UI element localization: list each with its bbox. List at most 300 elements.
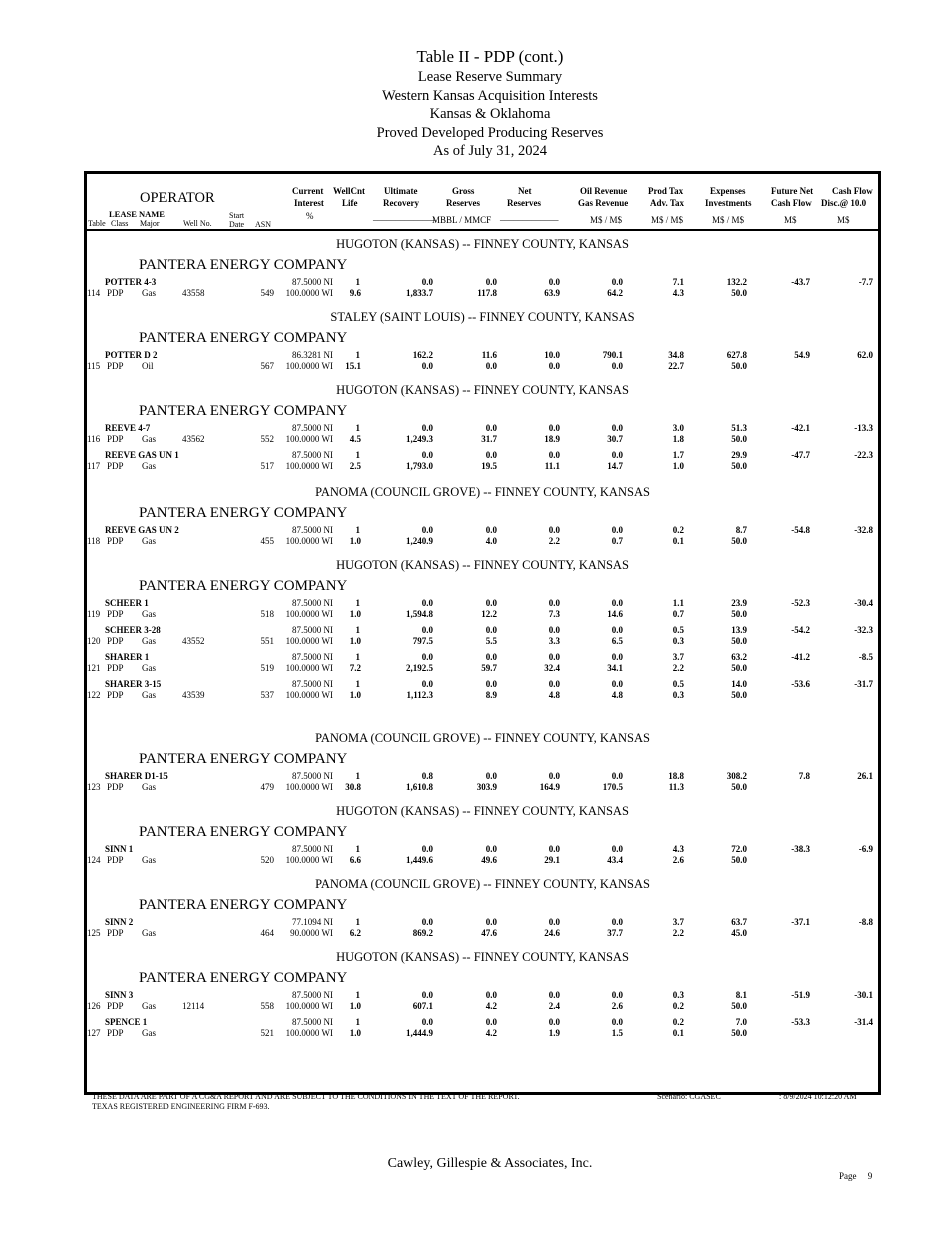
cell-disc: 62.0 xyxy=(857,350,873,360)
cell-major: Gas xyxy=(142,855,156,865)
cell-gr2: 4.2 xyxy=(485,1028,497,1038)
cell-wi: 100.0000 WI xyxy=(285,434,333,444)
cell-gr1: 0.0 xyxy=(485,1017,497,1027)
cell-table: 125 xyxy=(87,928,101,938)
cell-ult1: 0.0 xyxy=(421,423,433,433)
cell-wi: 100.0000 WI xyxy=(285,782,333,792)
cell-gr1: 0.0 xyxy=(485,679,497,689)
cell-asn: 551 xyxy=(260,636,274,646)
cell-net1: 0.0 xyxy=(548,450,560,460)
cell-net1: 0.0 xyxy=(548,525,560,535)
cell-life: 2.5 xyxy=(349,461,361,471)
cell-class: PDP xyxy=(107,361,124,371)
cell-class: PDP xyxy=(107,636,124,646)
cell-rev1: 0.0 xyxy=(611,525,623,535)
table-row xyxy=(87,350,878,374)
cell-disc: -32.8 xyxy=(854,525,873,535)
operator-company: PANTERA ENERGY COMPANY xyxy=(139,897,348,913)
cell-ni: 87.5000 NI xyxy=(292,423,333,433)
cell-name: SINN 1 xyxy=(105,844,134,854)
header-units: MBBL / MMCF xyxy=(432,215,492,225)
cell-exp1: 7.0 xyxy=(735,1017,747,1027)
cell-tax2: 0.2 xyxy=(672,1001,684,1011)
cell-net2: 3.3 xyxy=(548,636,560,646)
footer-timestamp: : 8/9/2024 10:12:20 AM xyxy=(779,1092,857,1101)
cell-rev1: 0.0 xyxy=(611,598,623,608)
cell-cnt: 1 xyxy=(355,1017,360,1027)
header-disc: Disc.@ 10.0 xyxy=(821,198,867,208)
table-row xyxy=(87,277,878,301)
cell-exp1: 14.0 xyxy=(731,679,747,689)
cell-tax1: 1.7 xyxy=(672,450,684,460)
cell-major: Gas xyxy=(142,536,156,546)
cell-exp1: 13.9 xyxy=(731,625,747,635)
cell-life: 1.0 xyxy=(349,636,361,646)
cell-exp2: 50.0 xyxy=(731,536,747,546)
cell-cnt: 1 xyxy=(355,277,360,287)
cell-gr2: 4.2 xyxy=(485,1001,497,1011)
cell-ult2: 1,444.9 xyxy=(406,1028,433,1038)
header-cash-flow: Cash Flow xyxy=(771,198,812,208)
cell-net2: 11.1 xyxy=(544,461,560,471)
cell-class: PDP xyxy=(107,663,124,673)
cell-cnt: 1 xyxy=(355,525,360,535)
cell-wi: 100.0000 WI xyxy=(285,1028,333,1038)
operator-company: PANTERA ENERGY COMPANY xyxy=(139,970,348,986)
cell-gr1: 0.0 xyxy=(485,423,497,433)
cell-net1: 0.0 xyxy=(548,917,560,927)
cell-name: REEVE GAS UN 1 xyxy=(105,450,179,460)
cell-wi: 100.0000 WI xyxy=(285,461,333,471)
header-date: Date xyxy=(229,220,245,229)
header-life: Life xyxy=(342,198,358,208)
cell-life: 1.0 xyxy=(349,536,361,546)
cell-ult1: 0.0 xyxy=(421,450,433,460)
cell-wi: 100.0000 WI xyxy=(285,609,333,619)
field-heading: PANOMA (COUNCIL GROVE) -- FINNEY COUNTY, KANSAS xyxy=(315,485,650,499)
cell-exp2: 50.0 xyxy=(731,690,747,700)
cell-net2: 24.6 xyxy=(544,928,560,938)
cell-tax2: 11.3 xyxy=(668,782,684,792)
cell-net1: 0.0 xyxy=(548,1017,560,1027)
cell-exp1: 308.2 xyxy=(726,771,747,781)
header-asn: ASN xyxy=(255,220,272,229)
header-units-line: ______________ xyxy=(373,212,436,222)
cell-gr1: 11.6 xyxy=(481,350,497,360)
cell-fnc: -52.3 xyxy=(791,598,810,608)
report-title: Table II - PDP (cont.) xyxy=(416,47,564,66)
cell-ni: 87.5000 NI xyxy=(292,652,333,662)
cell-gr2: 12.2 xyxy=(481,609,497,619)
header-lease-name: LEASE NAME xyxy=(109,209,165,219)
header-prod-tax: Prod Tax xyxy=(648,186,684,196)
cell-ult1: 0.0 xyxy=(421,917,433,927)
cell-exp2: 50.0 xyxy=(731,855,747,865)
header-ultimate: Ultimate xyxy=(384,186,418,196)
cell-table: 114 xyxy=(87,288,101,298)
cell-wi: 100.0000 WI xyxy=(285,288,333,298)
cell-ult2: 1,449.6 xyxy=(406,855,433,865)
cell-cnt: 1 xyxy=(355,625,360,635)
cell-wi: 100.0000 WI xyxy=(285,1001,333,1011)
field-heading: HUGOTON (KANSAS) -- FINNEY COUNTY, KANSAS xyxy=(336,950,629,964)
cell-fnc: -43.7 xyxy=(791,277,810,287)
cell-rev1: 0.0 xyxy=(611,277,623,287)
cell-tax2: 0.1 xyxy=(672,536,684,546)
cell-gr2: 303.9 xyxy=(476,782,497,792)
table-row xyxy=(87,771,878,795)
header-cash-flow-2: Cash Flow xyxy=(832,186,873,196)
header-interest: Interest xyxy=(294,198,324,208)
cell-rev2: 4.8 xyxy=(611,690,623,700)
footer-disclaimer xyxy=(92,1092,520,1112)
field-heading: HUGOTON (KANSAS) -- FINNEY COUNTY, KANSAS xyxy=(336,558,629,572)
cell-table: 120 xyxy=(87,636,101,646)
cell-exp1: 23.9 xyxy=(731,598,747,608)
cell-net2: 2.2 xyxy=(548,536,560,546)
cell-class: PDP xyxy=(107,434,124,444)
cell-class: PDP xyxy=(107,1028,124,1038)
cell-rev2: 2.6 xyxy=(611,1001,623,1011)
cell-exp1: 63.7 xyxy=(731,917,747,927)
cell-name: REEVE 4-7 xyxy=(105,423,151,433)
cell-exp2: 50.0 xyxy=(731,782,747,792)
cell-table: 119 xyxy=(87,609,101,619)
cell-class: PDP xyxy=(107,928,124,938)
cell-gr1: 0.0 xyxy=(485,990,497,1000)
cell-wellno: 43552 xyxy=(182,636,205,646)
cell-net1: 0.0 xyxy=(548,423,560,433)
footer-disclaimer-line2: TEXAS REGISTERED ENGINEERING FIRM F-693. xyxy=(92,1102,270,1111)
cell-net2: 0.0 xyxy=(548,361,560,371)
cell-class: PDP xyxy=(107,288,124,298)
cell-gr1: 0.0 xyxy=(485,277,497,287)
cell-wellno: 43562 xyxy=(182,434,205,444)
cell-exp2: 45.0 xyxy=(731,928,747,938)
cell-gr2: 31.7 xyxy=(481,434,497,444)
cell-tax1: 3.7 xyxy=(672,917,684,927)
cell-gr2: 5.5 xyxy=(485,636,497,646)
cell-disc: -8.8 xyxy=(858,917,873,927)
header-cash-flow-units: M$ xyxy=(784,215,797,225)
cell-major: Gas xyxy=(142,663,156,673)
cell-name: POTTER 4-3 xyxy=(105,277,157,287)
table-row xyxy=(87,652,878,676)
cell-wellno: 43558 xyxy=(182,288,205,298)
cell-class: PDP xyxy=(107,855,124,865)
header-adv-tax: Adv. Tax xyxy=(650,198,685,208)
header-start: Start xyxy=(229,211,245,220)
cell-cnt: 1 xyxy=(355,652,360,662)
cell-wellno: 12114 xyxy=(182,1001,205,1011)
cell-table: 122 xyxy=(87,690,101,700)
report-title-block xyxy=(0,46,935,161)
cell-net1: 0.0 xyxy=(548,990,560,1000)
table-row xyxy=(87,423,878,447)
cell-table: 124 xyxy=(87,855,101,865)
cell-tax1: 0.5 xyxy=(672,625,684,635)
table-row xyxy=(87,598,878,622)
cell-rev2: 170.5 xyxy=(602,782,623,792)
cell-life: 7.2 xyxy=(349,663,361,673)
header-gas-revenue: Gas Revenue xyxy=(578,198,629,208)
cell-ni: 87.5000 NI xyxy=(292,679,333,689)
cell-ult2: 1,240.9 xyxy=(406,536,433,546)
cell-major: Gas xyxy=(142,1001,156,1011)
cell-ult2: 869.2 xyxy=(412,928,433,938)
operator-company: PANTERA ENERGY COMPANY xyxy=(139,505,348,521)
field-heading: STALEY (SAINT LOUIS) -- FINNEY COUNTY, KANSAS xyxy=(330,310,635,324)
cell-life: 9.6 xyxy=(349,288,361,298)
operator-company: PANTERA ENERGY COMPANY xyxy=(139,257,348,273)
table-header xyxy=(87,174,878,231)
cell-rev2: 14.6 xyxy=(607,609,623,619)
cell-wellno: 43539 xyxy=(182,690,205,700)
cell-wi: 100.0000 WI xyxy=(285,536,333,546)
cell-name: SCHEER 3-28 xyxy=(105,625,161,635)
cell-life: 6.2 xyxy=(349,928,361,938)
footer-disclaimer-line1: THESE DATA ARE PART OF A CG&A REPORT AND ARE SUBJECT TO THE CONDITIONS IN THE TEXT OF THE REPORT. xyxy=(92,1092,520,1101)
cell-rev2: 30.7 xyxy=(607,434,623,444)
header-class: Class xyxy=(111,219,129,228)
header-disc-units: M$ xyxy=(837,215,850,225)
cell-disc: -32.3 xyxy=(854,625,873,635)
cell-ni: 87.5000 NI xyxy=(292,1017,333,1027)
cell-gr1: 0.0 xyxy=(485,525,497,535)
cell-rev1: 790.1 xyxy=(602,350,623,360)
cell-disc: -30.4 xyxy=(854,598,873,608)
cell-life: 1.0 xyxy=(349,690,361,700)
cell-rev2: 6.5 xyxy=(611,636,623,646)
cell-gr2: 47.6 xyxy=(481,928,497,938)
cell-tax2: 22.7 xyxy=(668,361,684,371)
cell-class: PDP xyxy=(107,782,124,792)
cell-rev1: 0.0 xyxy=(611,1017,623,1027)
operator-company: PANTERA ENERGY COMPANY xyxy=(139,751,348,767)
cell-class: PDP xyxy=(107,690,124,700)
cell-life: 4.5 xyxy=(349,434,361,444)
cell-disc: -31.4 xyxy=(854,1017,873,1027)
cell-cnt: 1 xyxy=(355,423,360,433)
table-row xyxy=(87,844,878,868)
cell-tax2: 0.3 xyxy=(672,636,684,646)
cell-major: Gas xyxy=(142,461,156,471)
cell-gr2: 8.9 xyxy=(485,690,497,700)
cell-ult2: 607.1 xyxy=(412,1001,433,1011)
header-recovery: Recovery xyxy=(383,198,419,208)
cell-rev1: 0.0 xyxy=(611,844,623,854)
cell-gr2: 59.7 xyxy=(481,663,497,673)
cell-net1: 0.0 xyxy=(548,625,560,635)
cell-ult2: 0.0 xyxy=(421,361,433,371)
cell-disc: -13.3 xyxy=(854,423,873,433)
cell-cnt: 1 xyxy=(355,350,360,360)
header-current: Current xyxy=(292,186,324,196)
cell-disc: -8.5 xyxy=(858,652,873,662)
cell-wi: 90.0000 WI xyxy=(290,928,333,938)
cell-cnt: 1 xyxy=(355,771,360,781)
cell-gr1: 0.0 xyxy=(485,917,497,927)
header-gross: Gross xyxy=(452,186,475,196)
cell-major: Gas xyxy=(142,1028,156,1038)
cell-fnc: -51.9 xyxy=(791,990,810,1000)
footer-firm-name: Cawley, Gillespie & Associates, Inc. xyxy=(387,1156,593,1171)
cell-ult1: 0.0 xyxy=(421,625,433,635)
cell-asn: 479 xyxy=(260,782,274,792)
cell-major: Gas xyxy=(142,609,156,619)
cell-fnc: 7.8 xyxy=(798,771,810,781)
table-row xyxy=(87,679,878,703)
cell-exp1: 51.3 xyxy=(731,423,747,433)
cell-ult2: 1,793.0 xyxy=(406,461,433,471)
cell-asn: 518 xyxy=(260,609,274,619)
cell-gr2: 117.8 xyxy=(477,288,497,298)
cell-ni: 87.5000 NI xyxy=(292,450,333,460)
cell-tax1: 1.1 xyxy=(672,598,684,608)
cell-rev1: 0.0 xyxy=(611,990,623,1000)
cell-fnc: -42.1 xyxy=(791,423,810,433)
cell-net2: 1.9 xyxy=(548,1028,560,1038)
cell-major: Gas xyxy=(142,690,156,700)
cell-exp1: 63.2 xyxy=(731,652,747,662)
cell-fnc: -53.3 xyxy=(791,1017,810,1027)
header-tax-units: M$ / M$ xyxy=(651,215,684,225)
header-pct: % xyxy=(306,211,314,221)
header-revenue-units: M$ / M$ xyxy=(590,215,623,225)
cell-ult2: 1,610.8 xyxy=(406,782,433,792)
header-expense-units: M$ / M$ xyxy=(712,215,745,225)
cell-disc: -6.9 xyxy=(858,844,873,854)
cell-ni: 87.5000 NI xyxy=(292,525,333,535)
page-number: 9 xyxy=(867,1171,873,1181)
cell-table: 127 xyxy=(87,1028,101,1038)
cell-table: 123 xyxy=(87,782,101,792)
operator-company: PANTERA ENERGY COMPANY xyxy=(139,330,348,346)
header-well-no: Well No. xyxy=(183,219,212,228)
cell-gr1: 0.0 xyxy=(485,652,497,662)
cell-name: SCHEER 1 xyxy=(105,598,149,608)
cell-table: 118 xyxy=(87,536,101,546)
operator-company: PANTERA ENERGY COMPANY xyxy=(139,578,348,594)
cell-rev2: 64.2 xyxy=(607,288,623,298)
cell-net1: 0.0 xyxy=(548,652,560,662)
cell-tax1: 0.3 xyxy=(672,990,684,1000)
cell-major: Gas xyxy=(142,928,156,938)
cell-net1: 0.0 xyxy=(548,844,560,854)
cell-net1: 0.0 xyxy=(548,771,560,781)
cell-ult1: 0.0 xyxy=(421,990,433,1000)
cell-ult1: 0.0 xyxy=(421,277,433,287)
cell-gr1: 0.0 xyxy=(485,625,497,635)
cell-fnc: -54.2 xyxy=(791,625,810,635)
cell-gr1: 0.0 xyxy=(485,598,497,608)
cell-exp2: 50.0 xyxy=(731,636,747,646)
cell-exp1: 29.9 xyxy=(731,450,747,460)
cell-tax2: 0.3 xyxy=(672,690,684,700)
cell-tax2: 4.3 xyxy=(672,288,684,298)
cell-table: 126 xyxy=(87,1001,101,1011)
cell-rev1: 0.0 xyxy=(611,771,623,781)
cell-tax2: 2.2 xyxy=(672,928,684,938)
table-row xyxy=(87,990,878,1014)
cell-ult2: 1,112.3 xyxy=(406,690,433,700)
cell-rev2: 0.0 xyxy=(611,361,623,371)
cell-rev1: 0.0 xyxy=(611,450,623,460)
field-heading: PANOMA (COUNCIL GROVE) -- FINNEY COUNTY, KANSAS xyxy=(315,731,650,745)
cell-ult1: 0.0 xyxy=(421,844,433,854)
header-wellcnt: WellCnt xyxy=(333,186,366,196)
cell-tax1: 0.5 xyxy=(672,679,684,689)
cell-fnc: -54.8 xyxy=(791,525,810,535)
operator-company: PANTERA ENERGY COMPANY xyxy=(139,403,348,419)
field-heading: PANOMA (COUNCIL GROVE) -- FINNEY COUNTY, KANSAS xyxy=(315,877,650,891)
cell-ni: 87.5000 NI xyxy=(292,771,333,781)
cell-asn: 517 xyxy=(260,461,274,471)
cell-fnc: -47.7 xyxy=(791,450,810,460)
cell-exp2: 50.0 xyxy=(731,663,747,673)
cell-tax1: 0.2 xyxy=(672,1017,684,1027)
footer-scenario: Scenario: CGASEC xyxy=(657,1092,721,1101)
cell-table: 121 xyxy=(87,663,101,673)
cell-ult2: 1,833.7 xyxy=(406,288,433,298)
cell-name: SHARER D1-15 xyxy=(105,771,168,781)
header-table: Table xyxy=(88,219,106,228)
table-row xyxy=(87,917,878,941)
cell-ult1: 0.8 xyxy=(421,771,433,781)
header-net-reserves: Reserves xyxy=(507,198,541,208)
cell-name: SHARER 3-15 xyxy=(105,679,162,689)
cell-class: PDP xyxy=(107,1001,124,1011)
cell-asn: 549 xyxy=(260,288,274,298)
cell-life: 30.8 xyxy=(345,782,361,792)
header-major: Major xyxy=(140,219,160,228)
cell-tax1: 34.8 xyxy=(668,350,684,360)
cell-tax2: 0.7 xyxy=(672,609,684,619)
cell-gr2: 19.5 xyxy=(481,461,497,471)
cell-life: 1.0 xyxy=(349,609,361,619)
cell-class: PDP xyxy=(107,461,124,471)
header-units-line-right: _____________ xyxy=(500,212,559,222)
cell-net1: 10.0 xyxy=(544,350,560,360)
cell-tax1: 3.0 xyxy=(672,423,684,433)
cell-exp1: 72.0 xyxy=(731,844,747,854)
cell-rev2: 1.5 xyxy=(611,1028,623,1038)
cell-wi: 100.0000 WI xyxy=(285,855,333,865)
cell-asn: 552 xyxy=(260,434,274,444)
cell-class: PDP xyxy=(107,536,124,546)
cell-gr1: 0.0 xyxy=(485,771,497,781)
cell-net1: 0.0 xyxy=(548,598,560,608)
cell-life: 6.6 xyxy=(349,855,361,865)
cell-ult2: 1,594.8 xyxy=(406,609,433,619)
cell-tax1: 18.8 xyxy=(668,771,684,781)
cell-tax2: 1.8 xyxy=(672,434,684,444)
cell-net2: 164.9 xyxy=(539,782,560,792)
cell-wi: 100.0000 WI xyxy=(285,690,333,700)
cell-table: 116 xyxy=(87,434,101,444)
cell-disc: 26.1 xyxy=(857,771,873,781)
cell-cnt: 1 xyxy=(355,598,360,608)
table-row xyxy=(87,1017,878,1041)
cell-cnt: 1 xyxy=(355,450,360,460)
cell-ult1: 0.0 xyxy=(421,525,433,535)
cell-rev2: 34.1 xyxy=(607,663,623,673)
cell-rev2: 0.7 xyxy=(611,536,623,546)
cell-net1: 0.0 xyxy=(548,679,560,689)
cell-exp2: 50.0 xyxy=(731,288,747,298)
table-row xyxy=(87,450,878,474)
cell-rev2: 37.7 xyxy=(607,928,623,938)
